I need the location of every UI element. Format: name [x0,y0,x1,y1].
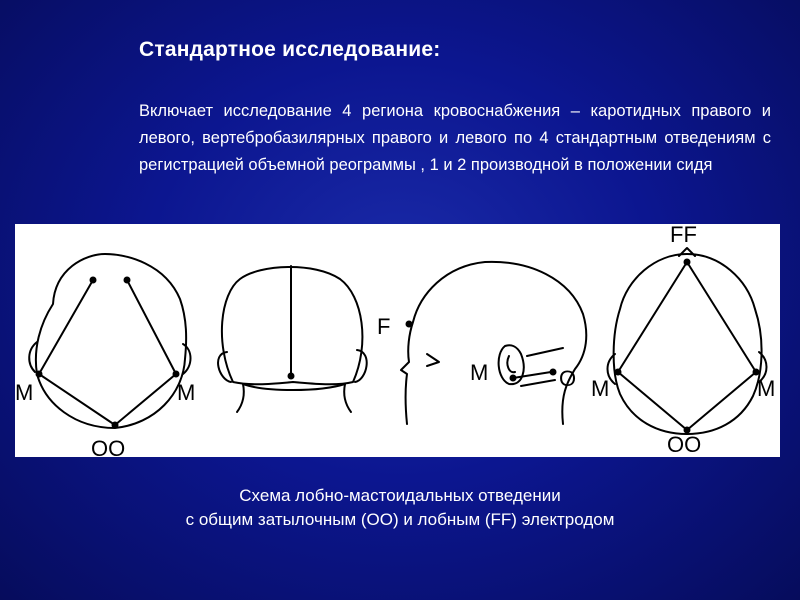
caption-line-1: Схема лобно-мастоидальных отведении [239,486,561,505]
slide-title: Стандартное исследование: [139,38,441,61]
label-side-f: F [377,314,391,339]
head2-neck-left [237,384,244,412]
head1-lead-left [39,280,115,425]
head-rear-view [218,266,367,412]
head-side-view [401,262,586,424]
head2-outline [222,267,363,384]
caption-line-2: с общим затылочным (ОО) и лобным (FF) электродом [185,510,615,529]
label-head1-right-m: M [177,380,196,405]
label-side-m: M [470,360,489,385]
slide-description: Включает исследование 4 региона кровоснабжения – каротидных правого и левого, вертебробазилярных правого и левого по 4 стандартным отведениям с регистрацией объемной реограммы , 1 и 2 производной в положении сидя [139,102,771,174]
label-head4-oo: OO [667,432,702,457]
figure-caption [0,484,800,532]
head3-lead-mastoid [513,372,551,378]
head-top-view-occipital [29,254,190,429]
head3-lead-occipital [521,348,563,386]
label-head4-ff: FF [670,222,697,247]
electrode-scheme-figure [15,222,780,461]
head3-eye [427,354,439,366]
label-head1-left-m: M [15,380,34,405]
head-top-view-frontal [608,248,767,434]
head3-ear-inner [507,356,515,372]
head2-neck-right [344,384,351,412]
electrode-scheme-drawing [15,222,780,461]
label-head4-left-m: M [591,376,610,401]
label-head1-oo: OO [91,436,126,461]
head3-profile [401,262,586,424]
label-side-o: O [559,366,577,391]
label-head4-right-m: M [757,376,776,401]
